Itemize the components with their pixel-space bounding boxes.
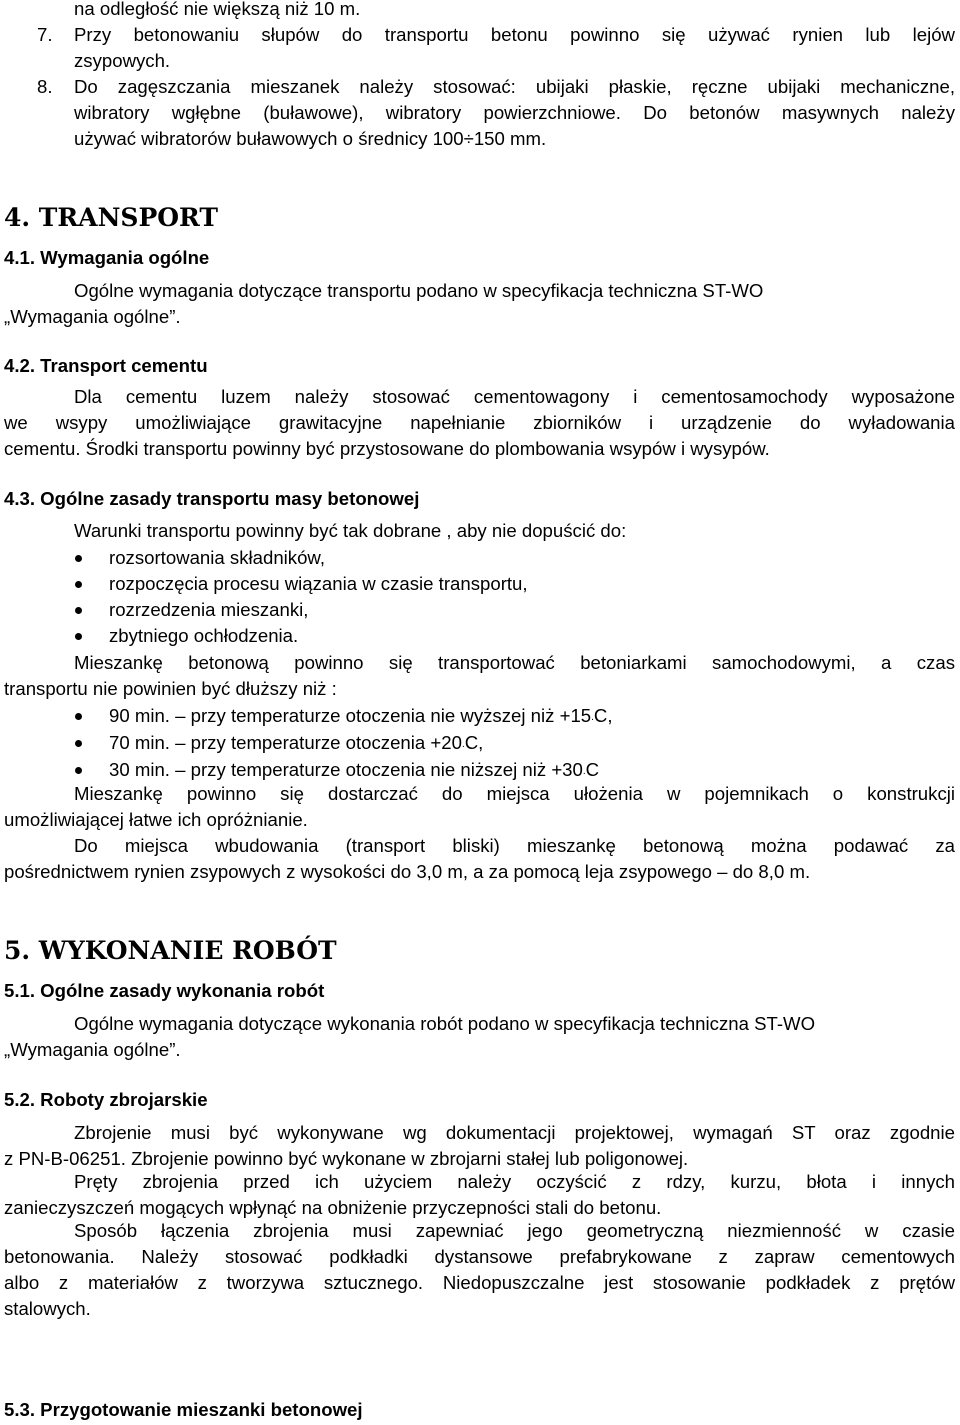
- list-item: rozrzedzenia mieszanki,: [109, 599, 309, 620]
- list-number-7: 7.: [37, 24, 53, 45]
- paragraph-4-3-p3-line2: umożliwiającej łatwe ich opróżnianie.: [4, 809, 308, 830]
- subsection-title-5-1: 5.1. Ogólne zasady wykonania robót: [4, 980, 325, 1001]
- paragraph-4-3-p4-line2: pośrednictwem rynien zsypowych z wysokości do 3,0 m, a za pomocą leja zsypowego – do 8,0 m.: [4, 861, 811, 882]
- bullet-icon: [75, 633, 82, 640]
- list-item-continuation: na odległość nie większą niż 10 m.: [74, 0, 361, 19]
- list-item-8-line1: Do zagęszczania mieszanek należy stosować: ubijaki płaskie, ręczne ubijaki mechaniczne,: [74, 76, 955, 97]
- list-item-7-line1: Przy betonowaniu słupów do transportu betonu powinno się używać rynien lub lejów: [74, 24, 955, 45]
- paragraph-5-1-line1: Ogólne wymagania dotyczące wykonania robót podano w specyfikacja techniczna ST-WO: [74, 1013, 816, 1034]
- list-item: 90 min. – przy temperaturze otoczenia nie wyższej niż +15.C,: [109, 705, 613, 726]
- subsection-title-4-1: 4.1. Wymagania ogólne: [4, 247, 210, 268]
- paragraph-4-1-line1: Ogólne wymagania dotyczące transportu podano w specyfikacja techniczna ST-WO: [74, 280, 764, 301]
- paragraph-4-2-line2: we wsypy umożliwiające grawitacyjne napełnianie zbiorników i urządzenie do wyładowania: [4, 412, 955, 433]
- list-item: zbytniego ochłodzenia.: [109, 625, 299, 646]
- paragraph-4-2-line3: cementu. Środki transportu powinny być przystosowane do plombowania wsypów i wysypów.: [4, 438, 770, 459]
- list-item: 30 min. – przy temperaturze otoczenia nie niższej niż +30.C: [109, 759, 600, 780]
- bullet-icon: [75, 740, 82, 747]
- bullet-icon: [75, 713, 82, 720]
- paragraph-4-3-p2-line2: transportu nie powinien być dłuższy niż :: [4, 678, 337, 699]
- list-item: rozsortowania składników,: [109, 547, 325, 568]
- paragraph-5-2-p2-line1: Pręty zbrojenia przed ich użyciem należy oczyścić z rdzy, kurzu, błota i innych: [74, 1171, 955, 1192]
- paragraph-5-2-p1-line2: z PN-B-06251. Zbrojenie powinno być wykonane w zbrojarni stałej lub poligonowej.: [4, 1148, 689, 1169]
- subsection-title-5-2: 5.2. Roboty zbrojarskie: [4, 1089, 208, 1110]
- list-number-8: 8.: [37, 76, 53, 97]
- bullet-icon: [75, 767, 82, 774]
- subsection-title-4-3: 4.3. Ogólne zasady transportu masy betonowej: [4, 488, 420, 509]
- paragraph-4-3-p3-line1: Mieszankę powinno się dostarczać do miejsca ułożenia w pojemnikach o konstrukcji: [74, 783, 955, 804]
- paragraph-5-2-p3-line2: betonowania. Należy stosować podkładki dystansowe prefabrykowane z zapraw cementowych: [4, 1246, 955, 1267]
- section-heading-5: 5. WYKONANIE ROBÓT: [4, 936, 337, 965]
- subsection-title-5-3: 5.3. Przygotowanie mieszanki betonowej: [4, 1399, 363, 1420]
- paragraph-4-3-p2-line1: Mieszankę betonową powinno się transportować betoniarkami samochodowymi, a czas: [74, 652, 955, 673]
- list-item: 70 min. – przy temperaturze otoczenia +20.C,: [109, 732, 484, 753]
- subsection-title-4-2: 4.2. Transport cementu: [4, 355, 208, 376]
- paragraph-4-3-intro: Warunki transportu powinny być tak dobrane , aby nie dopuścić do:: [74, 520, 627, 541]
- paragraph-5-2-p1-line1: Zbrojenie musi być wykonywane wg dokumentacji projektowej, wymagań ST oraz zgodnie: [74, 1122, 955, 1143]
- paragraph-4-3-p4-line1: Do miejsca wbudowania (transport bliski) mieszankę betonową można podawać za: [74, 835, 955, 856]
- bullet-icon: [75, 581, 82, 588]
- paragraph-5-2-p3-line1: Sposób łączenia zbrojenia musi zapewniać jego geometryczną niezmienność w czasie: [74, 1220, 955, 1241]
- list-item-7-line2: zsypowych.: [74, 50, 171, 71]
- paragraph-4-1-line2: „Wymagania ogólne”.: [4, 306, 181, 327]
- bullet-icon: [75, 555, 82, 562]
- list-item-8-line2: wibratory wgłębne (buławowe), wibratory powierzchniowe. Do betonów masywnych należy: [74, 102, 955, 123]
- paragraph-4-2-line1: Dla cementu luzem należy stosować cementowagony i cementosamochody wyposażone: [74, 386, 955, 407]
- section-heading-4: 4. TRANSPORT: [4, 203, 219, 232]
- paragraph-5-1-line2: „Wymagania ogólne”.: [4, 1039, 181, 1060]
- bullet-icon: [75, 607, 82, 614]
- paragraph-5-2-p3-line3: albo z materiałów z tworzywa sztucznego. Niedopuszczalne jest stosowanie podkładek z prętów: [4, 1272, 955, 1293]
- list-item: rozpoczęcia procesu wiązania w czasie transportu,: [109, 573, 528, 594]
- paragraph-5-2-p2-line2: zanieczyszczeń mogących wpłynąć na obniżenie przyczepności stali do betonu.: [4, 1197, 662, 1218]
- list-item-8-line3: używać wibratorów buławowych o średnicy 100÷150 mm.: [74, 128, 547, 149]
- paragraph-5-2-p3-line4: stalowych.: [4, 1298, 91, 1319]
